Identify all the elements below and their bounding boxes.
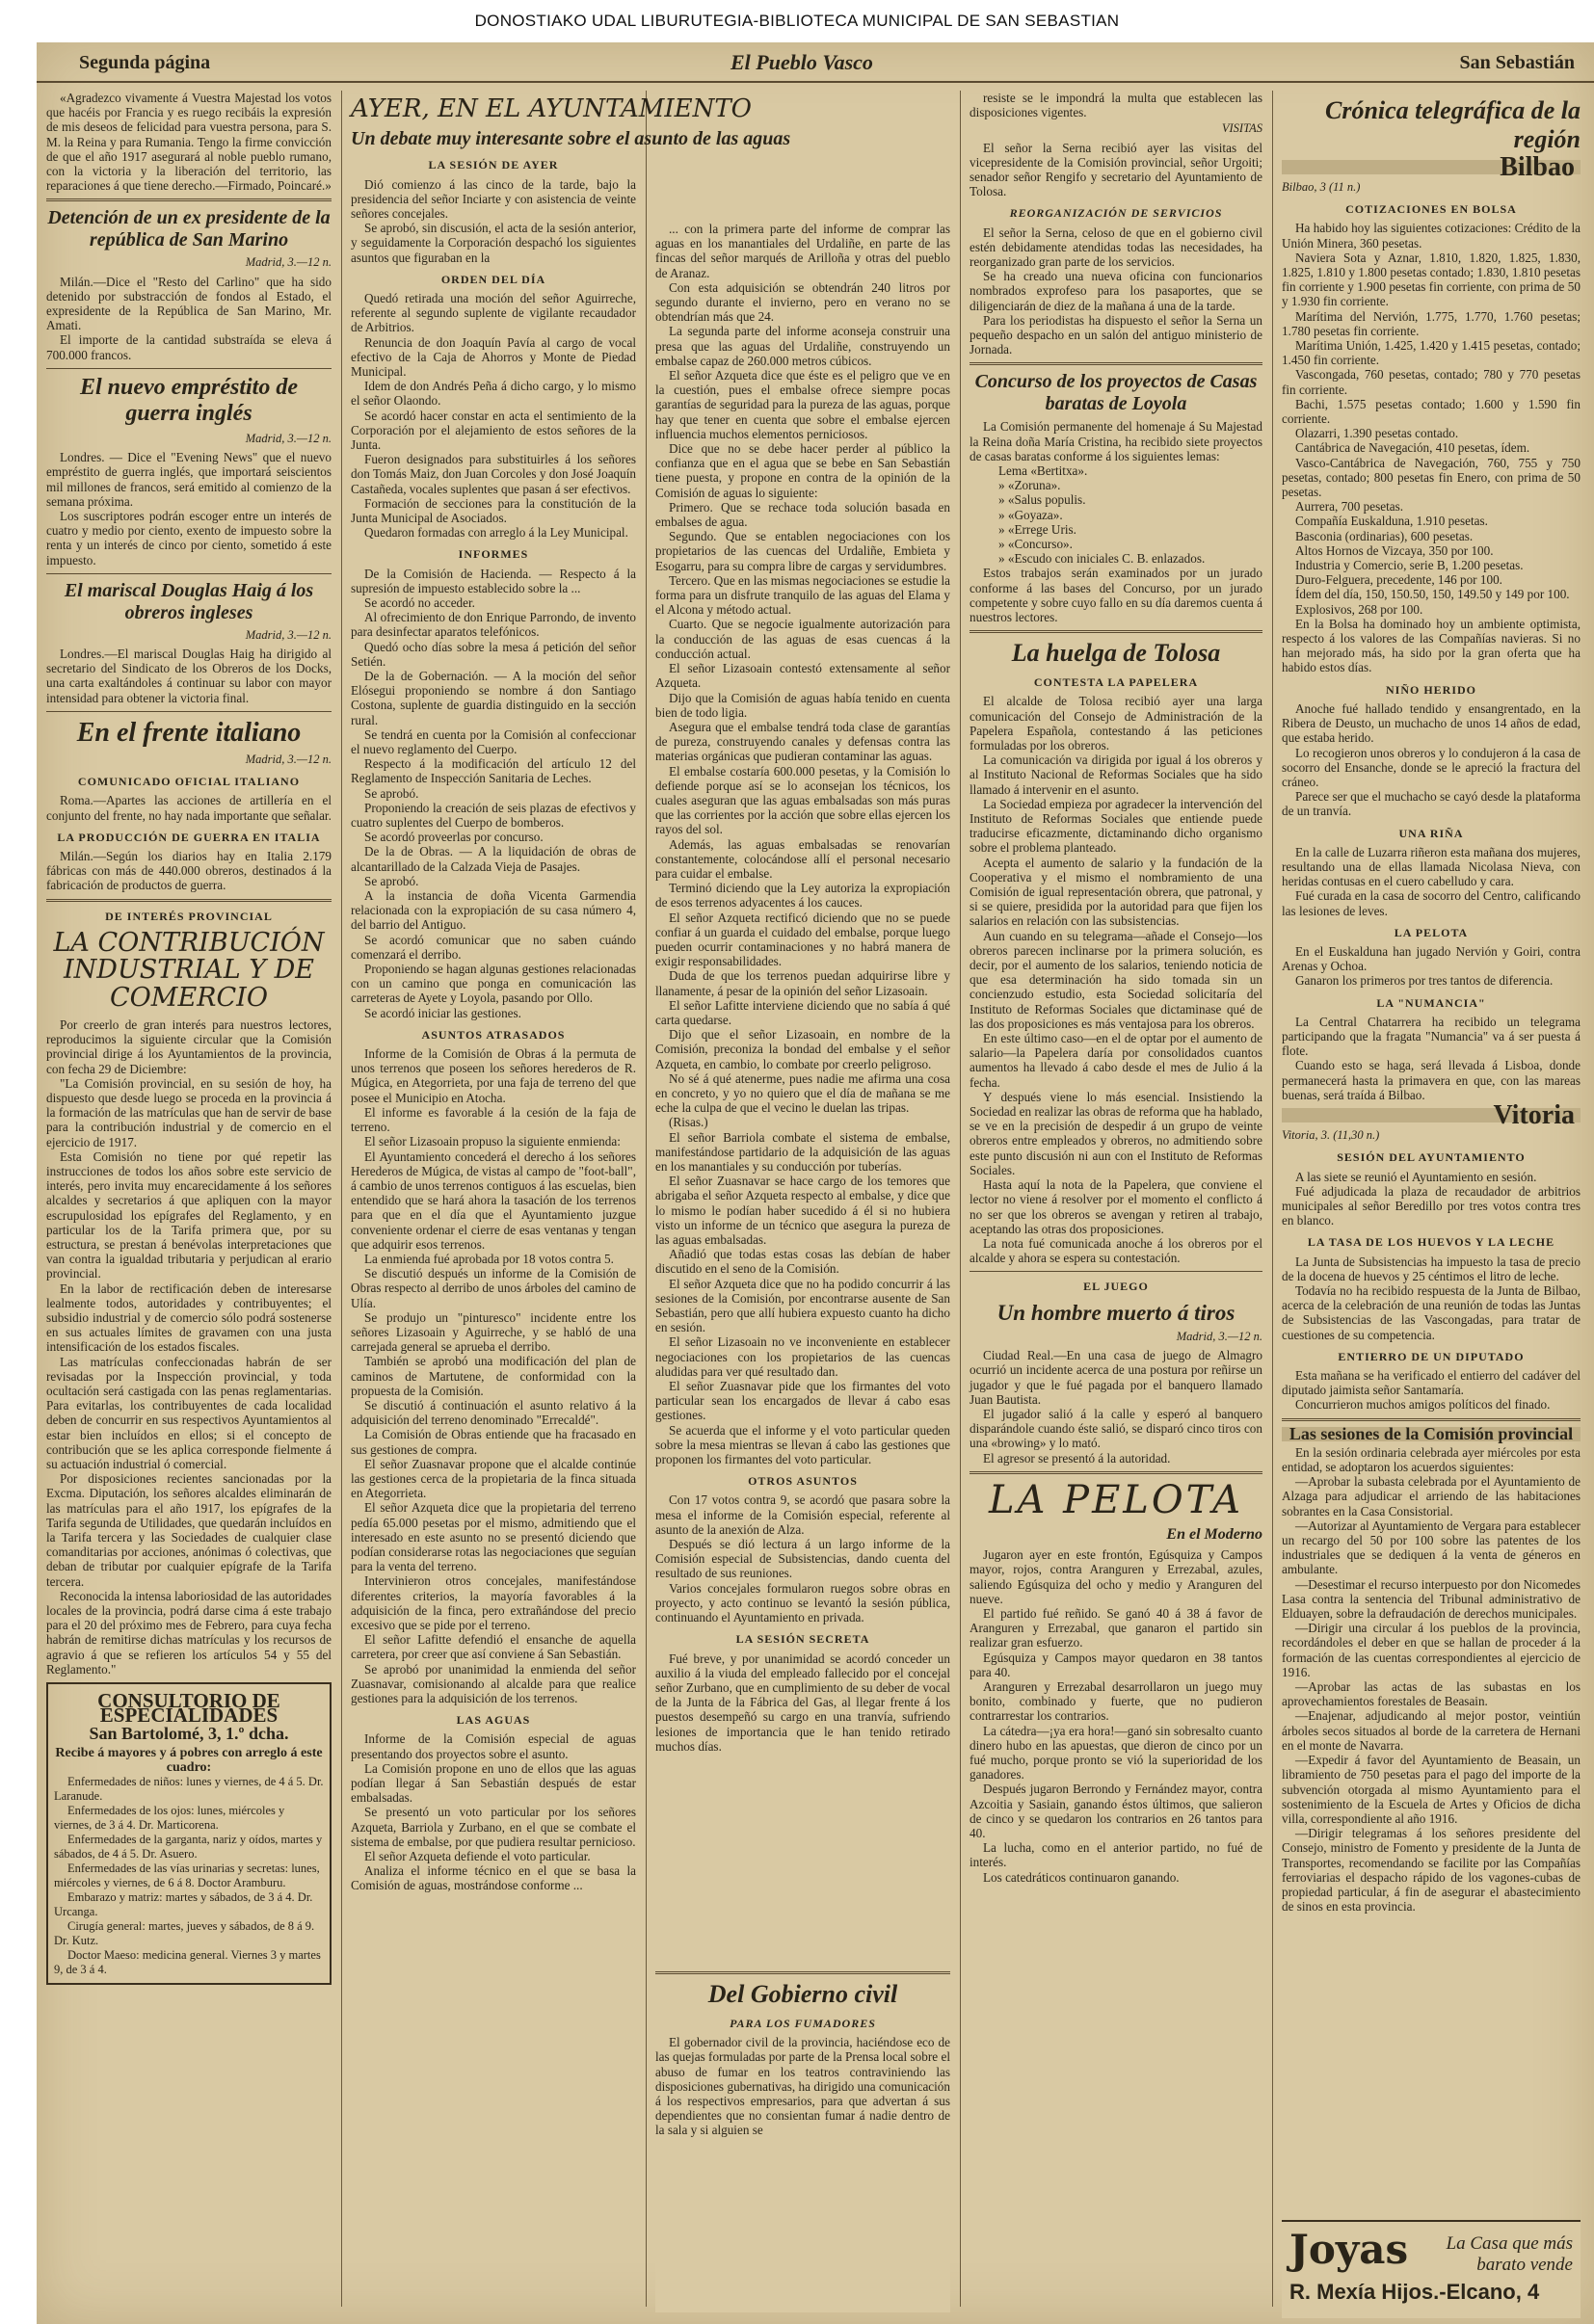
lema-item: » «Escudo con iniciales C. B. enlazados.: [998, 551, 1206, 567]
paragraph: El señor Lizasoain propuso la siguiente enmienda:: [364, 1134, 621, 1149]
paragraph: Compañía Euskalduna, 1.910 pesetas.: [1295, 514, 1488, 529]
headline-emprestito: El nuevo empréstito de guerra inglés: [80, 374, 298, 427]
paragraph: Se acordó hacer constar en acta el sentimiento de la Corporación por el alejamiento de estos señores de la Junta.: [351, 408, 636, 452]
ad-line: Enfermedades de la garganta, nariz y oídos, martes y sábados, de 4 á 5. Dr. Asuero.: [54, 1833, 323, 1862]
ad-line: Enfermedades de las vías urinarias y secretas: lunes, miércoles y viernes, de 6 á 8. Doctor Aramburu.: [54, 1862, 320, 1890]
ad-subtitle: Recibe á mayores y á pobres con arreglo á este cuadro:: [55, 1745, 323, 1775]
paragraph: La lucha, como en el anterior partido, no fué de interés.: [970, 1840, 1262, 1870]
paragraph: Quedaron formadas con arreglo á la Ley Municipal.: [364, 525, 628, 541]
headline-contribucion: LA CONTRIBUCIÓN INDUSTRIAL Y DE COMERCIO: [53, 927, 325, 1013]
lema-item: Lema «Bertitxa».: [998, 463, 1088, 479]
paragraph: El señor Lafitte interviene diciendo que no sabía á qué carta quedarse.: [655, 997, 950, 1027]
paragraph: —Aprobar la subasta celebrada por el Ayuntamiento de Alzaga para adjudicar el arriendo de las habitaciones sobrantes en la Casa Consistorial.: [1282, 1474, 1581, 1519]
paragraph: El embalse costaría 600.000 pesetas, y la Comisión lo defiende porque así se lo aconsejan los técnicos, los cuales aseguran que las aguas embalsadas son más puras que las corrientes por la acción que sobre ellas ejercen los rayos del sol.: [655, 763, 950, 837]
paragraph: Analiza el informe técnico en el que se basa la Comisión de aguas, mostrándose conforme ...: [351, 1863, 636, 1893]
paragraph: Estos trabajos serán examinados por un jurado conforme á las bases del Concurso, por un jurado competente y sobre cuyo fallo en su día daremos cuenta á nuestros lectores.: [970, 566, 1262, 625]
city-banner-bilbao: Bilbao: [1282, 160, 1581, 174]
newspaper-page: [37, 42, 1594, 2324]
paragraph: Se aprobó por unanimidad la enmienda del señor Zuasnavar, comisionando al alcalde para que realice gestiones para la adquisición de los terrenos.: [351, 1661, 636, 1706]
subheading: LA "NUMANCIA": [1376, 995, 1486, 1010]
column-5: [1282, 91, 1581, 2316]
paragraph: Duro-Felguera, precedente, 146 por 100.: [1295, 572, 1502, 588]
paragraph: Tercero. Que en las mismas negociaciones se estudie la forma para un disfrute tranquilo de las aguas del Elama y el Alcona y método actual.: [655, 572, 950, 618]
subheading: ASUNTOS ATRASADOS: [421, 1027, 566, 1042]
headline-frente-italiano: En el frente italiano: [76, 717, 302, 748]
paragraph: Se aprobó.: [364, 785, 419, 801]
paragraph: Anoche fué hallado tendido y ensangrentado, en la Ribera de Deusto, un muchacho de unos 14 años de edad, que estaba herido.: [1282, 700, 1581, 746]
paragraph: En el Euskalduna han jugado Nervión y Goiri, contra Arenas y Ochoa.: [1282, 943, 1581, 974]
paragraph: En la labor de rectificación deben de interesarse lealmente todos, autoridades y contribuyentes; el subsidio industrial y de comercio sólo podrá sostenerse en sus actuales límites de gravamen con una justa intensificación de los estados fiscales.: [46, 1281, 332, 1355]
headline-debate-aguas: Un debate muy interesante sobre el asunto de las aguas: [351, 128, 791, 150]
paragraph: Se acordó proveerlas por concurso.: [364, 830, 544, 845]
subheading: LA PRODUCCIÓN DE GUERRA EN ITALIA: [57, 830, 321, 844]
paragraph: Vascongada, 760 pesetas, contado; 780 y 770 pesetas fin corriente.: [1282, 367, 1581, 397]
paragraph: Proponiendo se hagan algunas gestiones relacionadas con un camino que ponga en comunicación las carreteras de Ayete y Loyola, pasando por Ollo.: [351, 962, 636, 1006]
paragraph: Segundo. Que se entablen negociaciones con los propietarios de las cuencas del Urdaliñe, Embieta y Esogarru, para su compra libre de cargas y servidumbres.: [655, 529, 950, 573]
ad-joyas-slogan: [1447, 2233, 1573, 2276]
paragraph: El señor la Serna, celoso de que en el gobierno civil estén debidamente atendidas todas las necesidades, ha reorganizado gran parte de los servicios.: [970, 224, 1262, 270]
divider: [46, 899, 332, 902]
paragraph: Informe de la Comisión especial de aguas presentando dos proyectos sobre el asunto.: [351, 1731, 636, 1761]
archive-header: DONOSTIAKO UDAL LIBURUTEGIA-BIBLIOTECA MUNICIPAL DE SAN SEBASTIAN: [0, 0, 1594, 42]
subheading: LA PELOTA: [1394, 925, 1469, 939]
paragraph: La Junta de Subsistencias ha impuesto la tasa de precio de la docena de huevos y 25 céntimos el litro de leche.: [1282, 1254, 1581, 1283]
dateline: Bilbao, 3 (11 n.): [1282, 179, 1361, 194]
paragraph: La Central Chatarrera ha recibido un telegrama participando que la fragata "Numancia" va á ser puesta á flote.: [1282, 1014, 1581, 1059]
paragraph: El señor Lizasoain contestó extensamente al señor Azqueta.: [655, 661, 950, 691]
paragraph: A la instancia de doña Vicenta Garmendia relacionada con la expropiación de su casa número 4, del barrio del Antiguo.: [351, 888, 636, 933]
paragraph: En la sesión ordinaria celebrada ayer miércoles por esta entidad, se adoptaron los acuerdos siguientes:: [1282, 1444, 1581, 1475]
paragraph: Esta Comisión no tiene por qué repetir las instrucciones de todos los años sobre este servicio de interés, pero invita muy encarecidamente á los señores alcaldes y secretarios á que apliquen con la mayor escrupulosidad los epígrafes del Reglamento, y en particular los de la Tarifa primera que, por su estructura, se prestan á benévolas interpretaciones que van contra la igualdad tributaria y perjudican al erario provincial.: [46, 1149, 332, 1281]
paragraph: Se discutió después un informe de la Comisión de Obras respecto al derribo de unos árboles del camino de Ulía.: [351, 1266, 636, 1310]
headline-gobierno-civil: Del Gobierno civil: [707, 1980, 898, 2008]
paragraph: La Comisión permanente del homenaje á Su Majestad la Reina doña María Cristina, ha recibido siete proyectos de casas baratas conforme á los siguientes lemas:: [970, 419, 1262, 463]
paragraph: La Comisión propone en uno de ellos que las aguas podían llegar á San Sebastián después de estar embalsadas.: [351, 1760, 636, 1806]
divider: [1282, 1418, 1581, 1421]
headline-la-pelota: LA PELOTA: [988, 1477, 1243, 1522]
column-rule: [960, 91, 961, 2307]
paragraph: Dijo que la Comisión de aguas había tenido en cuenta bien de todo ligia.: [655, 690, 950, 720]
paragraph: Milán.—Según los diarios hay en Italia 2.179 fábricas con más de 440.000 obreros, destinados á la fabricación de productos de guerra.: [46, 849, 332, 893]
paragraph: Hasta aquí la nota de la Papelera, que conviene el lector no viene á resolver por el momento el conflicto á no ser que los obreros se avengan y retiren al trabajo, aceptando las otras dos proposiciones.: [970, 1177, 1262, 1236]
paragraph: Naviera Sota y Aznar, 1.810, 1.820, 1.825, 1.830, 1.825, 1.810 y 1.800 pesetas contado; 1.830, 1.810 pesetas fin corriente y 1.900 pesetas fin corriente, con prima de 50 y 1.930 fin corriente.: [1282, 250, 1581, 309]
dateline: Madrid, 3.—12 n.: [245, 627, 332, 642]
subheading: ENTIERRO DE UN DIPUTADO: [1338, 1349, 1525, 1363]
paragraph: La Comisión de Obras entiende que ha fracasado en sus gestiones de compra.: [351, 1427, 636, 1457]
page-label: Segunda página: [79, 52, 211, 73]
paragraph: Se acuerda que el informe y el voto particular queden sobre la mesa mientras se llevan á cabo las gestiones que proponen los firmantes del voto particular.: [655, 1422, 950, 1467]
paragraph: Marítima del Nervión, 1.775, 1.770, 1.760 pesetas; 1.780 pesetas fin corriente.: [1282, 308, 1581, 338]
paragraph: Después jugaron Berrondo y Fernández mayor, contra Azcoitia y Sasiain, ganando éstos últimos, que salieron de cinco y se quedaron los contrarios en 26 tantos para 40.: [970, 1782, 1262, 1841]
lema-item: » «Errege Uris.: [998, 521, 1076, 537]
paragraph: Olazarri, 1.390 pesetas contado.: [1295, 426, 1459, 441]
subheading-visitas: VISITAS: [1221, 121, 1262, 136]
headline-san-marino: Detención de un ex presidente de la república de San Marino: [47, 207, 331, 251]
paragraph: Acepta el aumento de salario y la fundación de la Cooperativa y el mismo el nombramiento de una Comisión de igual representación obrera, que patronal, y si se quiere, presidida por la autoridad para que fijen los salarios en relación con las subsistencias.: [970, 855, 1262, 929]
paragraph: —Expedir á favor del Ayuntamiento de Beasain, un libramiento de 750 pesetas para el pago del importe de la subvención otorgada al mismo Ayuntamiento para el sostenimiento de la Escuela de Artes y Oficios de dicha villa, correspondiente al año 1916.: [1282, 1753, 1581, 1826]
paragraph: Varios concejales formularon ruegos sobre obras en proyecto, y acto continuo se levantó la sesión pública, continuando el Ayuntamiento en privada.: [655, 1580, 950, 1625]
paragraph: Duda de que los terrenos puedan adquirirse libre y llanamente, á pesar de la opinión del señor Lizasoain.: [655, 968, 950, 998]
advertisement-consultorio: [46, 1682, 332, 1985]
paragraph: Ciudad Real.—En una casa de juego de Almagro ocurrió un incidente acerca de una postura por reñirse un jugador y que le fué pagada por el banquero llamado Juan Bautista.: [970, 1348, 1262, 1407]
ad-line: Cirugía general: martes, jueves y sábados, de 8 á 9. Dr. Kutz.: [54, 1919, 315, 1948]
paragraph: Idem de don Andrés Peña á dicho cargo, y lo mismo el señor Olaondo.: [351, 379, 636, 409]
paragraph: Primero. Que se rechace toda solución basada en embalses de agua.: [655, 499, 950, 530]
advertisement-joyas: [1282, 2220, 1581, 2318]
paragraph: Quedó retirada una moción del señor Aguirreche, referente al segundo suplente de vigilante recaudador de Arbitrios.: [351, 290, 636, 335]
headline-hombre-muerto: Un hombre muerto á tiros: [996, 1300, 1235, 1325]
paragraph: El alcalde de Tolosa recibió ayer una larga comunicación del Consejo de Administración de la Papelera Española, contestando á las peticiones formuladas por los obreros.: [970, 694, 1262, 753]
subheading: LAS AGUAS: [456, 1713, 531, 1728]
paragraph: Esta mañana se ha verificado el entierro del cadáver del diputado jaimista señor Santamaría.: [1282, 1368, 1581, 1398]
dateline: Madrid, 3.—12 n.: [245, 432, 332, 446]
ad-line: Doctor Maeso: medicina general. Viernes 3 y martes 9, de 3 á 4.: [54, 1948, 321, 1977]
divider: [46, 573, 332, 574]
paragraph: Roma.—Apartes las acciones de artillería en el conjunto del frente, no hay nada importante que señalar.: [46, 793, 332, 823]
paragraph: Quedó ocho días sobre la mesa á petición del señor Setién.: [351, 639, 636, 669]
paragraph: No sé á qué atenerme, pues nadie me afirma una cosa en concreto, y yo no quiero que el día de mañana se me eche la culpa de que el vecino le duelan las tripas.: [655, 1070, 950, 1116]
city-label: San Sebastián: [1459, 52, 1575, 73]
paragraph: El partido fué reñido. Se ganó 40 á 38 á favor de Aranguren y Errezabal, que ganaron el partido sin realizar gran esfuerzo.: [970, 1605, 1262, 1651]
paragraph: Renuncia de don Joaquín Pavía al cargo de vocal efectivo de la Caja de Ahorros y Monte de Piedad Municipal.: [351, 334, 636, 379]
paragraph: Ha habido hoy las siguientes cotizaciones: Crédito de la Unión Minera, 360 pesetas.: [1282, 221, 1581, 251]
paragraph: Concurrieron muchos amigos políticos del finado.: [1295, 1397, 1551, 1413]
paragraph: El señor Azqueta dice que no ha podido concurrir á las sesiones de la Comisión, por encontrarse ausente de San Sebastián, pero que allí hubiera expuesto cuanto ha dicho en sesión.: [655, 1276, 950, 1335]
paragraph: Las matrículas confeccionadas habrán de ser revisadas por la Inspección provincial, y toda ocultación será castigada con las penas reglamentarias. Para evitarlas, los contribuyentes de cada localidad deben de concurrir en sus respectivos Ayuntamientos al estar bien incluídos en ellos; si el concepto de contribución que se les aplica corresponde fielmente á su actuación industrial ó comercial.: [46, 1354, 332, 1472]
paragraph: El señor Azqueta defiende el voto particular.: [364, 1849, 591, 1864]
column-rule: [646, 91, 647, 2307]
divider: [970, 1471, 1262, 1474]
paragraph: Todavía no ha recibido respuesta de la Junta de Bilbao, acerca de la celebración de una reunión de todas las Juntas de Subsistencias de las Vascongadas, para tratar de cuestiones de su competencia.: [1282, 1283, 1581, 1342]
paragraph: Reconocida la intensa laboriosidad de las autoridades locales de la provincia, podrá darse cima á este trabajo para el 20 del próximo mes de Febrero, para cuya fecha habrán de remitirse dichas matrículas y los recursos de agravio á que se refieren los artículos 54 y 55 del Reglamento.": [46, 1588, 332, 1677]
paragraph: Dió comienzo á las cinco de la tarde, bajo la presidencia del señor Inciarte y con asistencia de veinte señores concejales.: [351, 176, 636, 221]
lemas-list: [998, 463, 1262, 566]
lema-item: » «Concurso».: [998, 537, 1073, 552]
headline-ayuntamiento: AYER, EN EL AYUNTAMIENTO: [351, 94, 752, 123]
paragraph: Aun cuando en su telegrama—añade el Consejo—los obreros parecen inclinarse por la primera solución, es decir, por el aumento de los salarios, teniendo noticia de que esa determinación ha sido tomada sin un concienzudo estudio, esta Sociedad solicitaría del Instituto de Reformas Sociales que dictaminase qué de las dos proposiciones es más ventajosa para los obreros.: [970, 928, 1262, 1031]
paragraph: —Autorizar al Ayuntamiento de Vergara para establecer un recargo del 50 por 100 sobre las patentes de los industriales que se dediquen á la venta de géneros en ambulante.: [1282, 1518, 1581, 1577]
paragraph: Se tendrá en cuenta por la Comisión al confeccionar el nuevo reglamento del Cuerpo.: [351, 726, 636, 757]
paragraph: Se acordó iniciar las gestiones.: [364, 1005, 521, 1020]
paragraph: Se discutió á continuación el asunto relativo á la adquisición del terreno denominado "Errecaldé".: [351, 1397, 636, 1428]
paragraph: Milán.—Dice el "Resto del Carlino" que ha sido detenido por substracción de fondos al Estado, el expresidente de la República de San Marino, Mr. Amati.: [46, 274, 332, 333]
paragraph: El señor la Serna recibió ayer las visitas del vicepresidente de la Comisión provincial, señor Urgoiti; senador señor Rengifo y secretario del Ayuntamiento de Tolosa.: [970, 140, 1262, 199]
paragraph: El señor Barriola combate el sistema de embalse, manifestándose partidario de la adquisición de las aguas en los manantiales y su conducción por tuberías.: [655, 1129, 950, 1174]
ad-joyas-address: R. Mexía Hijos.-Elcano, 4: [1289, 2280, 1540, 2304]
paragraph: Ídem del día, 150, 150.50, 150, 149.50 y 149 por 100.: [1295, 587, 1570, 602]
paragraph: "La Comisión provincial, en su sesión de hoy, ha dispuesto que desde luego se proceda en la provincia á la formación de las matrículas que han de servir de base para la contribución industrial y de comercio en el ejercicio de 1917.: [46, 1075, 332, 1149]
paragraph: —Desestimar el recurso interpuesto por don Nicomedes Lasa contra la sentencia del Tribunal administrativo de Elduayen, sobre la defraudación de derechos municipales.: [1282, 1576, 1581, 1622]
paragraph: Se acordó comunicar que no saben cuándo comenzará el derribo.: [351, 932, 636, 962]
paragraph: Cantábrica de Navegación, 410 pesetas, ídem.: [1295, 440, 1530, 456]
paragraph: Respecto á la modificación del artículo 12 del Reglamento de Inspección Sanitaria de Leches.: [351, 756, 636, 786]
paragraph: A las siete se reunió el Ayuntamiento en sesión.: [1295, 1169, 1537, 1184]
subheading: LA TASA DE LOS HUEVOS Y LA LECHE: [1307, 1235, 1555, 1250]
paragraph: El señor Azqueta dice que éste es el peligro que ve en la cuestión, pues el embalse ofrece siempre pocas garantías de seguridad para la pureza de las aguas, porque hay que tener en cuenta que sobre el embalse ejercen influencia muchos elementos perniciosos.: [655, 368, 950, 441]
ad-slogan-line: La Casa que más: [1446, 2233, 1573, 2254]
ad-line: Enfermedades de los ojos: lunes, miércoles y viernes, de 3 á 4. Dr. Marticorena.: [54, 1804, 285, 1833]
paragraph: Cuando esto se haga, será llevada á Lisboa, donde permanecerá hasta la primavera en que, con las mareas buenas, será traída á Bilbao.: [1282, 1058, 1581, 1102]
paragraph: De la de Gobernación. — A la moción del señor Elósegui proponiendo se nombre á don Santiago Costona, suplente de guardia distinguido en la sección rural.: [351, 669, 636, 727]
city-banner-vitoria: Vitoria: [1282, 1108, 1581, 1122]
paragraph: Con 17 votos contra 9, se acordó que pasara sobre la mesa el informe de la Comisión especial, referente al asunto de la anexión de Alza.: [655, 1492, 950, 1537]
paragraph: La nota fué comunicada anoche á los obreros por el alcalde y ahora se espera su contestación.: [970, 1235, 1262, 1266]
paragraph: El señor Azqueta rectificó diciendo que no se puede confiar á un guarda el cuidado del embalse, porque luego pueden ocurrir contaminaciones y no habrá manera de exigir responsabilidades.: [655, 910, 950, 969]
paragraph: Se aprobó.: [364, 873, 419, 888]
paragraph: El señor Lizasoain no ve inconveniente en establecer negociaciones con los propietarios de las cuencas aludidas para ver qué resultado dan.: [655, 1334, 950, 1379]
subheading: OTROS ASUNTOS: [748, 1474, 858, 1489]
paragraph: El importe de la cantidad substraída se eleva á 700.000 francos.: [46, 332, 332, 362]
subheading: NIÑO HERIDO: [1385, 682, 1476, 697]
column-1: [46, 91, 332, 2316]
paragraph: Fueron designados para substituirles á los señores don Tomás Maiz, don Juan Corcoles y don José Joaquín Castañeda, vocales suplentes que pasan á ser efectivos.: [351, 452, 636, 496]
paragraph: Se presentó un voto particular por los señores Azqueta, Barriola y Zurbano, en el que se combate el sistema de embalse, por que pudiera resultar pernicioso.: [351, 1805, 636, 1849]
subheading: COMUNICADO OFICIAL ITALIANO: [77, 775, 301, 789]
ad-title: CONSULTORIO DE ESPECIALIDADES: [97, 1689, 280, 1728]
dateline: Vitoria, 3. (11,30 n.): [1282, 1128, 1380, 1143]
paragraph: En este último caso—en el de optar por el aumento de salario—la Papelera daría por consolidados cuantos aumentos ha llevado á cabo desde el mes de Julio á la fecha.: [970, 1031, 1262, 1090]
divider: [46, 368, 332, 369]
paragraph: El señor Zuasnavar pide que los firmantes del voto particular sean los encargados de llevar á cabo esas gestiones.: [655, 1379, 950, 1423]
dateline: Madrid, 3.—12 n.: [245, 753, 332, 767]
subheading-moderno: En el Moderno: [1166, 1525, 1262, 1543]
paragraph: —Aprobar las actas de las subastas en los aprovechamientos forestales de Beasain.: [1282, 1679, 1581, 1709]
paragraph: De la Comisión de Hacienda. — Respecto á la supresión de impuesto establecido sobre la ...: [351, 566, 636, 595]
paragraph: Egúsquiza y Campos mayor quedaron en 38 tantos para 40.: [970, 1650, 1262, 1679]
paragraph: Los catedráticos continuaron ganando.: [983, 1869, 1180, 1885]
paragraph: Se acordó no acceder.: [364, 594, 475, 610]
divider: [970, 1271, 1262, 1272]
paragraph: —Dirigir una circular á los pueblos de la provincia, recordándoles el deber en que se hallan de proceder á la formación de las cuentas correspondientes al ejercicio de 1916.: [1282, 1621, 1581, 1679]
paragraph: Asegura que el embalse tendrá toda clase de garantías de pureza, construyendo canales y defensas contra las materias orgánicas que pudieran contaminar las aguas.: [655, 719, 950, 764]
paragraph: Se produjo un "pinturesco" incidente entre los señores Lizasoain y Aguirreche, y se habló de una carrejada general se aprueba el derribo.: [351, 1309, 636, 1355]
subheading: EL JUEGO: [1083, 1280, 1149, 1294]
ad-joyas-title: Joyas: [1289, 2226, 1409, 2273]
paragraph: Para los periodistas ha dispuesto el señor la Serna un pequeño despacho en un salón del antiguo ministerio de Jornada.: [970, 312, 1262, 357]
divider: [46, 198, 332, 201]
paragraph: ... con la primera parte del informe de comprar las aguas en los manantiales del Urdaliñe, en parte de las fincas del señor marqués de Arilloña y otras del pueblo de Aranaz.: [655, 222, 950, 280]
paragraph: Vasco-Cantábrica de Navegación, 760, 755 y 750 pesetas, contado; 800 pesetas fin Enero, con prima de 50 pesetas.: [1282, 455, 1581, 500]
paragraph: resiste se le impondrá la multa que establecen las disposiciones vigentes.: [970, 91, 1262, 120]
subheading: SESIÓN DEL AYUNTAMIENTO: [1337, 1150, 1526, 1165]
paragraph: El jugador salió á la calle y esperó al banquero disparándole cuando éste salió, se disparó cinco tiros con una «browing» y lo mató.: [970, 1406, 1262, 1451]
ad-line: Embarazo y matriz: martes y sábados, de 3 á 4. Dr. Urcanga.: [54, 1890, 313, 1919]
paragraph: —Enajenar, adjudicando al mejor postor, veintiún árboles secos situados al borde de la carretera de Hernani en el monte de Navarra.: [1282, 1708, 1581, 1753]
masthead-title: El Pueblo Vasco: [731, 50, 873, 74]
paragraph: Dice que no se debe hacer perder al público la confianza que en el agua que se bebe en San Sebastián tiene puesta, y propone en contra de la opinión de la Comisión de aguas lo siguiente:: [655, 441, 950, 500]
headline-cronica-telegrafica: Crónica telegráfica de la región: [1324, 96, 1581, 153]
paragraph: El Ayuntamiento concederá el derecho á los señores Herederos de Múgica, de vistas al campo de "foot-ball", á cambio de unos terrenos contiguos á las escuelas, bien entendido que se hará ahora la tasación de los terrenos para que en el día que el Ayuntamiento juzgue conveniente ordenar el cierre de esas ventanas y tengan que adquirir esos terrenos.: [351, 1149, 636, 1252]
paragraph: —Dirigir telegramas á los señores presidente del Consejo, ministro de Fomento y presidente de la Junta de Transportes, recomendando se facilite por las Compañías ferroviarias el despacho rápido de los vagones-cubas de propiedad particular, á fin de asegurar el abastecimiento de sinos en esta provincia.: [1282, 1826, 1581, 1915]
subheading: REORGANIZACIÓN DE SERVICIOS: [1009, 206, 1223, 221]
paragraph: Parece ser que el muchacho se cayó desde la plataforma de un tranvía.: [1282, 789, 1581, 819]
divider: [46, 711, 332, 712]
paragraph: Londres.—El mariscal Douglas Haig ha dirigido al secretario del Sindicato de los Obreros de los Docks, una carta exaltándoles á continuar su labor con mayor intensidad para obtener la victoria final.: [46, 647, 332, 705]
dateline: Madrid, 3.—12 n.: [245, 255, 332, 270]
paragraph: Informe de la Comisión de Obras á la permuta de unos terrenos que poseen los señores herederos de R. Múgica, en Ategorrieta, por una faja de terreno del que posee el Municipio en Atocha.: [351, 1046, 636, 1105]
subheading: PARA LOS FUMADORES: [730, 2016, 876, 2030]
paragraph: La Sociedad empieza por agradecer la intervención del Instituto de Reformas Sociales que entiende puede traducirse eficazmente, dictaminando dicho organismo sobre el problema planteado.: [970, 796, 1262, 856]
paragraph: Altos Hornos de Vizcaya, 350 por 100.: [1295, 542, 1494, 558]
ad-slogan-line: barato vende: [1476, 2255, 1573, 2275]
column-4: [970, 91, 1262, 2316]
paragraph: (Risas.): [669, 1115, 708, 1130]
headline-douglas-haig: El mariscal Douglas Haig á los obreros ingleses: [64, 579, 314, 623]
divider: [970, 362, 1262, 365]
paragraph: Terminó diciendo que la Ley autoriza la expropiación de esos terrenos adyacentes á los cauces.: [655, 881, 950, 911]
subheading: CONTESTA LA PAPELERA: [1033, 675, 1199, 690]
paragraph: Y después viene lo más esencial. Insistiendo la Sociedad en realizar las obras de reforma que ha hablado, se ve en la precisión de despedir á un grupo de veinte obreros entre empleados y obreros, no admitiendo sobre este punto discusión ni aun con el Instituto de Reformas Sociales.: [970, 1089, 1262, 1177]
subheading: COTIZACIONES EN BOLSA: [1345, 202, 1517, 217]
subheading: LA SESIÓN SECRETA: [735, 1632, 870, 1647]
gobierno-civil-section: [655, 1966, 950, 2312]
subheading: ORDEN DEL DÍA: [440, 272, 546, 286]
paragraph: La cátedra—¡ya era hora!—ganó sin sobresalto cuanto dinero hubo en las apuestas, que dieron de cinco por un fué mucho, porque pronto se vió la superioridad de los ganadores.: [970, 1723, 1262, 1783]
paragraph: Después se dió lectura á un largo informe de la Comisión especial de Subsistencias, dando cuenta del resultado de sus reuniones.: [655, 1537, 950, 1581]
column-rule: [1272, 91, 1273, 2307]
paragraph: Londres. — Dice el "Evening News" que el nuevo empréstito de guerra inglés, que importará seiscientos mil millones de francos, será emitido al comienzo de la semana próxima.: [46, 450, 332, 509]
subheading: UNA RIÑA: [1398, 826, 1464, 840]
paragraph: La segunda parte del informe aconseja construir una presa que las aguas del Urdaliñe, construyendo un embalse capaz de 260.000 metros cúbicos.: [655, 324, 950, 368]
paragraph: Explosivos, 268 por 100.: [1295, 601, 1423, 617]
paragraph: El señor Lafitte defendió el ensanche de aquella carretera, por creer que así conviene á San Sebastián.: [351, 1632, 636, 1662]
paragraph: También se aprobó una modificación del plan de caminos de Martutene, de conformidad con la propuesta de la Comisión.: [351, 1354, 636, 1398]
paragraph: Por creerlo de gran interés para nuestros lectores, reproducimos la siguiente circular que la Comisión provincial dirige á los Ayuntamientos de la provincia, con fecha 29 de Diciembre:: [46, 1017, 332, 1076]
paragraph: La comunicación va dirigida por igual á los obreros y al Instituto Nacional de Reformas Sociales que ha sido llamado á intervenir en el asunto.: [970, 753, 1262, 797]
paragraph: Se ha creado una nueva oficina con funcionarios nombrados exprofeso para los pasaportes, que se diligenciarán de diez de la mañana á una de la tarde.: [970, 269, 1262, 313]
paragraph: De la de Obras. — A la liquidación de obras de alcantarillado de la Calzada Vieja de Pasajes.: [351, 844, 636, 874]
ad-line: Enfermedades de niños: lunes y viernes, de 4 á 5. Dr. Laranude.: [54, 1775, 324, 1804]
headline-casas-baratas: Concurso de los proyectos de Casas baratas de Loyola: [974, 371, 1258, 415]
column-rule: [341, 91, 342, 2307]
headline-comision-provincial: Las sesiones de la Comisión provincial: [1282, 1427, 1581, 1441]
paragraph: Además, las aguas embalsadas se renovarían constantemente, colocándose allí el personal necesario para cuidar el embalse.: [655, 836, 950, 881]
dateline: Madrid, 3.—12 n.: [1176, 1329, 1262, 1343]
ad-address: San Bartolomé, 3, 1.º dcha.: [89, 1724, 289, 1744]
paragraph: El agresor se presentó á la autoridad.: [983, 1450, 1171, 1466]
paragraph: El informe es favorable á la cesión de la faja de terreno.: [351, 1104, 636, 1135]
paragraph: Industria y Comercio, serie B, 1.200 pesetas.: [1295, 558, 1524, 573]
paragraph: Cuarto. Que se negocie igualmente autorización para la conducción de las aguas de esas cuencas á la conducción actual.: [655, 617, 950, 661]
paragraph: Jugaron ayer en este frontón, Egúsquiza y Campos mayor, rojos, contra Aranguren y Errezabal, azules, saliendo Egúsquiza del ocho y medio y Aranguren del nueve.: [970, 1547, 1262, 1606]
poincare-letter: «Agradezco vivamente á Vuestra Majestad los votos que hacéis por Francia y es ruego recibáis la expresión de mis deseos de felicidad para vuestra persona, para S. M. la Reina y para Rumania. Tengo la firme convicción de que el año 1917 asegurará al noble pueblo rumano, con la victoria y la liberación del territorio, las reparaciones á que tiene derecho.—Firmado, Poincaré.»: [46, 91, 332, 194]
paragraph: El señor Zuasnavar propone que el alcalde continúe las gestiones cerca de la propietaria de la finca situada en Ategorrieta.: [351, 1456, 636, 1501]
paragraph: La enmienda fué aprobada por 18 votos contra 5.: [364, 1251, 614, 1266]
paragraph: Formación de secciones para la constitución de la Junta Municipal de Asociados.: [351, 495, 636, 525]
paragraph: Al ofrecimiento de don Enrique Parrondo, de invento para desinfectar aparatos telefónicos.: [351, 610, 636, 640]
paragraph: En la calle de Luzarra riñeron esta mañana dos mujeres, resultando una de ellas llamada Nicolasa Nieva, con heridas contusas en el cuero cabelludo y cara.: [1282, 844, 1581, 889]
paragraph: Aranguren y Errezabal desarrollaron un juego muy bonito, combinado y fuerte, que no pudieron contrarrestar los contrarios.: [970, 1679, 1262, 1724]
headline-huelga-tolosa: La huelga de Tolosa: [1011, 639, 1221, 668]
subheading: LA SESIÓN DE AYER: [428, 158, 559, 172]
subheading: DE INTERÉS PROVINCIAL: [105, 909, 273, 923]
paragraph: Por disposiciones recientes sancionadas por la Excma. Diputación, los señores alcaldes eliminarán de las matrículas para el año 1917, los epígrafes de la Tarifa segunda de Utilidades, que quedarán incluídos en la Tarifa tercera y las Sociedades de cualquier clase comanditarias por acciones, anónimas ó colectivas, que deban de tributar por cualquier epígrafe de la Tarifa tercera.: [46, 1471, 332, 1589]
paragraph: Bachi, 1.575 pesetas contado; 1.600 y 1.590 fin corriente.: [1282, 396, 1581, 427]
subheading: INFORMES: [458, 547, 529, 562]
paragraph: Dijo que el señor Lizasoain, en nombre de la Comisión, preconiza la bondad del embalse y el señor Azqueta, en cambio, lo combate por creerlo peligroso.: [655, 1027, 950, 1071]
paragraph: Añadió que todas estas cosas las debían de haber discutido en el seno de la Comisión.: [655, 1247, 950, 1277]
paragraph: Fué adjudicada la plaza de recaudador de arbitrios municipales al señor Beredillo por tres votos contra tres en blanco.: [1282, 1183, 1581, 1228]
paragraph: Ganaron los primeros por tres tantos de diferencia.: [1295, 973, 1554, 989]
paragraph: Lo recogieron unos obreros y lo condujeron á la casa de socorro del Ensanche, donde se le apreció la fractura del cráneo.: [1282, 745, 1581, 789]
paragraph: El señor Azqueta dice que la propietaria del terreno pedía 65.000 pesetas por el mismo, admitiendo que el interesado en este asunto no se presentó diciendo que podían considerarse rotas las negociaciones que seguían para la venta del terreno.: [351, 1500, 636, 1574]
paragraph: Fué breve, y por unanimidad se acordó conceder un auxilio á la viuda del empleado fallecido por el concejal señor Zurbano, que en cumplimiento de su deber de vocal de la Junta de la Fábrica del Gas, al llegar frente á los puestos desempeñó su cargo en una tranvía, sufriendo lesiones de importancia que le han tenido retirado muchos días.: [655, 1651, 950, 1754]
lema-item: » «Zoruna».: [998, 478, 1061, 493]
paragraph: Aurrera, 700 pesetas.: [1295, 499, 1404, 515]
divider: [655, 1971, 950, 1974]
paragraph: Fué curada en la casa de socorro del Centro, calificando las lesiones de leves.: [1282, 888, 1581, 918]
paragraph: Los suscriptores podrán escoger entre un interés de cuatro y medio por ciento, exento de impuesto sobre la renta y un interés de cinco por ciento, sometido á este impuesto.: [46, 509, 332, 568]
paragraph: Basconia (ordinarias), 600 pesetas.: [1295, 528, 1474, 543]
paragraph: En la Bolsa ha dominado hoy un ambiente optimista, respecto á los valores de las Compañías navieras. Si no han mejorado más, ha sido por la gran oferta que ha habido estos días.: [1282, 616, 1581, 675]
paragraph: Con esta adquisición se obtendrán 240 litros por segundo durante el invierno, pero en verano no se obtendrían más que 24.: [655, 279, 950, 325]
paragraph: Marítima Unión, 1.425, 1.420 y 1.415 pesetas, contado; 1.450 fin corriente.: [1282, 338, 1581, 368]
paragraph: El señor Zuasnavar se hace cargo de los temores que abrigaba el señor Azqueta respecto al embalse, y dice que lo mismo le podían haber sucedido á él si no hubiera visto un informe de un técnico que asegura la pureza de las aguas embalsadas.: [655, 1174, 950, 1248]
paragraph: Intervinieron otros concejales, manifestándose diferentes criterios, la mayoría favorables á la adquisición de la finca, pero extrañándose del precio excesivo que se pide por el terreno.: [351, 1573, 636, 1632]
paragraph: Proponiendo la creación de seis plazas de efectivos y cuatro suplentes del Cuerpo de bomberos.: [351, 800, 636, 831]
running-head: [37, 42, 1594, 83]
lema-item: » «Goyaza».: [998, 507, 1063, 522]
divider: [970, 630, 1262, 633]
lema-item: » «Salus populis.: [998, 492, 1086, 508]
paragraph: El gobernador civil de la provincia, haciéndose eco de las quejas formuladas por parte de la Prensa local sobre el abuso de fumar en los teatros contraviniendo las disposiciones gubernativas, ha dirigido una comunicación á los respectivos empresarios, para que advertan á sus dependientes que no consientan fumar á nadie dentro de la sala y si alguien se: [655, 2035, 950, 2138]
paragraph: Se aprobó, sin discusión, el acta de la sesión anterior, y seguidamente la Corporación despachó los siguientes asuntos que figuraban en la: [351, 221, 636, 265]
